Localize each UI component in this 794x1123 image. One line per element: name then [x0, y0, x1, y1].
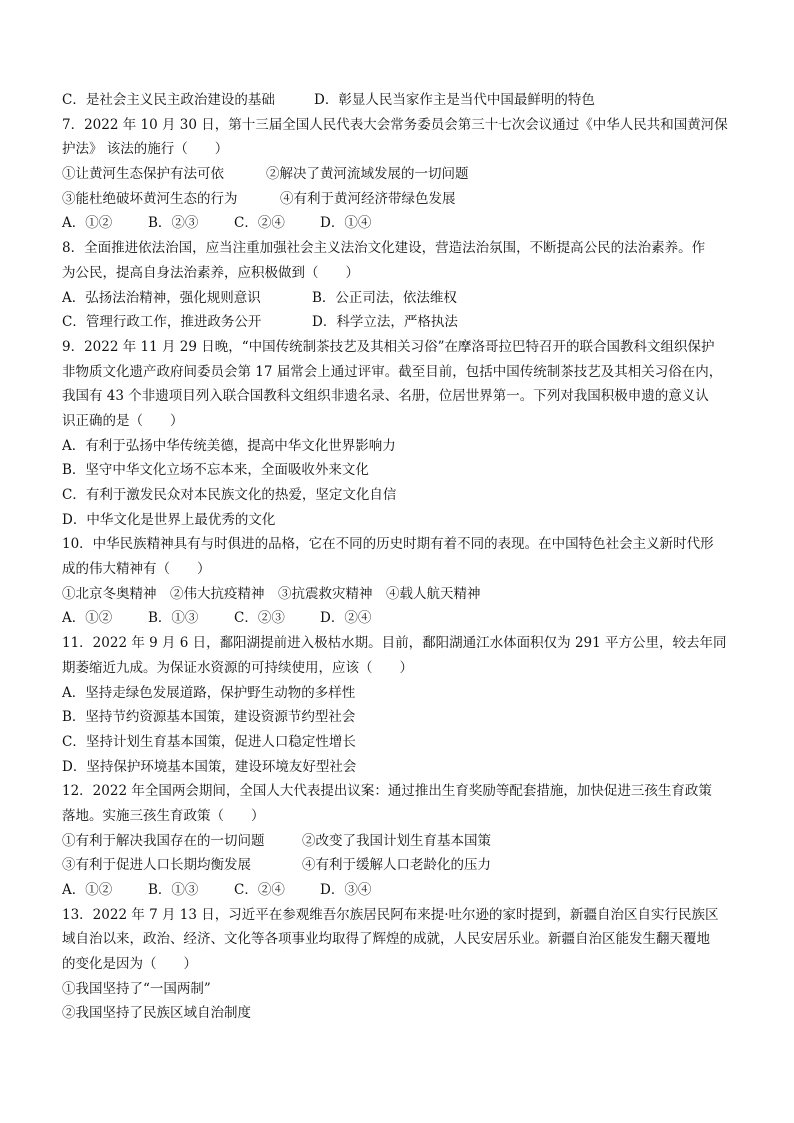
q12-statements-34: [62, 853, 742, 878]
q12-statement-1: ①有利于解决我国存在的一切问题: [62, 832, 265, 849]
q6-option-d: D．彰显人民当家作主是当代中国最鲜明的特色: [314, 92, 595, 108]
q9-option-a: A．有利于弘扬中华传统美德，提高中华文化世界影响力: [62, 437, 396, 454]
q13-stem-line-2: 域自治以来，政治、经济、文化等各项事业均取得了辉煌的成就，人民安居乐业。新疆自治区能发生翻天覆地: [62, 931, 710, 948]
q11-option-c: C．坚持计划生育基本国策，促进人口稳定性增长: [62, 733, 356, 750]
q12-options: [62, 878, 742, 903]
q11-option-b: B．坚持节约资源基本国策，建设资源节约型社会: [62, 709, 356, 726]
q12-statements-12: [62, 829, 742, 854]
q7-statements-34: [62, 187, 742, 212]
q7-stem-line-1: 7．2022 年 10 月 30 日，第十三届全国人民代表大会常务委员会第三十七次会议通过《中华人民共和国黄河保: [62, 116, 728, 133]
q9-stem-line-3: 我国有 43 个非遗项目列入联合国教科文组织非遗名录、名册，位居世界第一。下列对我国积极申遗的意义认: [62, 388, 709, 405]
q11-option-a: A．坚持走绿色发展道路，保护野生动物的多样性: [62, 684, 356, 701]
q7-statement-3: ③能杜绝破坏黄河生态的行为: [62, 190, 238, 207]
q13-statement-1: ①我国坚持了“一国两制”: [62, 980, 211, 997]
q7-options: [62, 211, 742, 236]
q8-stem-line-2: 为公民，提高自身法治素养，应积极做到（ ）: [62, 264, 359, 281]
q12-option-d: D．③④: [320, 882, 372, 898]
q7-option-c: C．②④: [234, 215, 285, 232]
q6-options-cd: [62, 88, 742, 113]
q9-option-b: B．坚守中华文化立场不忘本来，全面吸收外来文化: [62, 462, 369, 479]
q8-options-cd: [62, 310, 742, 335]
q6-option-c: C．是社会主义民主政治建设的基础: [62, 92, 275, 108]
q12-statement-3: ③有利于促进人口长期均衡发展: [62, 857, 251, 874]
q11-option-d: D．坚持保护环境基本国策，建设环境友好型社会: [62, 758, 357, 775]
q7-statement-4: ④有利于黄河经济带绿色发展: [280, 190, 456, 207]
q8-option-c: C．管理行政工作，推进政务公开: [62, 314, 262, 331]
q12-stem-line-1: 12．2022 年全国两会期间，全国人大代表提出议案：通过推出生育奖励等配套措施，加快促进三孩生育政策: [62, 783, 712, 800]
q10-stem-line-1: 10．中华民族精神具有与时俱进的品格，它在不同的历史时期有着不同的表现。在中国特色社会主义新时代形: [62, 536, 714, 553]
q9-stem-line-4: 识正确的是（ ）: [62, 412, 184, 429]
q10-option-a: A．①②: [62, 610, 113, 627]
q12-statement-2: ②改变了我国计划生育基本国策: [302, 832, 491, 849]
q12-option-b: B．①③: [148, 882, 199, 898]
q10-options: [62, 606, 742, 631]
q8-option-d: D．科学立法，严格执法: [312, 314, 458, 331]
q12-statement-4: ④有利于缓解人口老龄化的压力: [302, 857, 491, 874]
q10-option-b: B．①③: [148, 610, 199, 627]
q7-stem-line-2: 护法》 该法的施行（ ）: [62, 141, 229, 158]
q9-stem-line-2: 非物质文化遗产政府间委员会第 17 届常会上通过评审。截至目前，包括中国传统制茶技艺及其相关习俗在内，: [62, 363, 723, 380]
q10-statements: ①北京冬奥精神 ②伟大抗疫精神 ③抗震救灾精神 ④载人航天精神: [62, 585, 481, 602]
q9-stem-line-1: 9．2022 年 11 月 29 日晚，“中国传统制茶技艺及其相关习俗”在摩洛哥拉巴特召开的联合国教科文组织保护: [62, 338, 715, 355]
q8-option-b: B．公正司法，依法维权: [312, 289, 457, 306]
q13-statement-2: ②我国坚持了民族区域自治制度: [62, 1005, 251, 1022]
q8-options-ab: [62, 286, 742, 311]
q10-option-d: D．②④: [320, 610, 372, 627]
q7-statement-2: ②解决了黄河流域发展的一切问题: [266, 166, 469, 183]
q10-option-c: C．②③: [234, 610, 285, 627]
q10-stem-line-2: 成的伟大精神有（ ）: [62, 561, 211, 578]
q9-option-c: C．有利于激发民众对本民族文化的热爱，坚定文化自信: [62, 487, 397, 503]
q7-statement-1: ①让黄河生态保护有法可依: [62, 166, 224, 183]
q9-option-d: D．中华文化是世界上最优秀的文化: [62, 511, 276, 528]
q13-stem-line-1: 13．2022 年 7 月 13 日，习近平在参观维吾尔族居民阿布来提·吐尔逊的家时提到，新疆自治区自实行民族区: [62, 906, 719, 923]
q8-option-a: A．弘扬法治精神，强化规则意识: [62, 289, 261, 306]
q12-option-a: A．①②: [62, 882, 113, 898]
q12-option-c: C．②④: [234, 882, 285, 898]
exam-page: [62, 88, 742, 1026]
q11-stem-line-2: 期萎缩近九成。为保证水资源的可持续使用，应该（ ）: [62, 659, 413, 676]
q13-stem-line-3: 的变化是因为（ ）: [62, 956, 197, 973]
q8-stem-line-1: 8．全面推进依法治国，应当注重加强社会主义法治文化建设，营造法治氛围，不断提高公民的法治素养。作: [62, 240, 706, 257]
q12-stem-line-2: 落地。实施三孩生育政策（ ）: [62, 807, 265, 824]
q7-option-d: D．①④: [320, 215, 372, 232]
q7-statements-12: [62, 162, 742, 187]
q7-option-a: A．①②: [62, 215, 113, 232]
q11-stem-line-1: 11．2022 年 9 月 6 日，鄱阳湖提前进入极枯水期。目前，鄱阳湖通江水体面积仅为 291 平方公里，较去年同: [62, 635, 727, 652]
q7-option-b: B．②③: [148, 215, 199, 232]
